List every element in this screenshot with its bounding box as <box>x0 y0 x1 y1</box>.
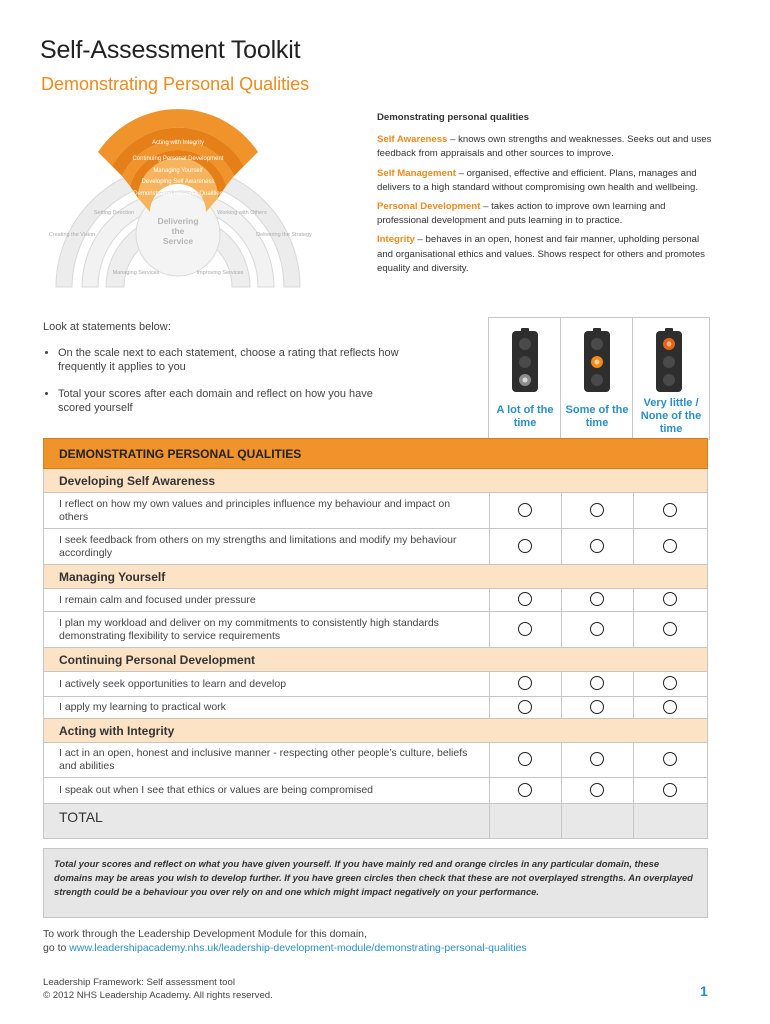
section-heading: Developing Self Awareness <box>43 469 708 493</box>
wheel-center-label: the <box>171 226 185 236</box>
wheel-segment-label: Demonstrating Personal Qualities <box>133 191 223 197</box>
footer-copyright: © 2012 NHS Leadership Academy. All rights reserved. <box>43 990 273 1001</box>
rating-circle-very-little[interactable] <box>663 539 677 553</box>
section-heading: Continuing Personal Development <box>43 648 708 672</box>
definition-term: Personal Development <box>377 201 481 213</box>
rating-circle-a-lot[interactable] <box>518 700 532 714</box>
definition-item <box>377 133 712 161</box>
rating-circle-very-little[interactable] <box>663 700 677 714</box>
footer <box>43 976 273 1002</box>
statement-row <box>43 743 708 778</box>
definition-text: – organised, effective and efficient. Plans, manages and delivers to a high standard without compromising own health and wellbeing. <box>377 167 699 193</box>
wheel-ring-label: Managing Services <box>112 270 160 276</box>
rating-circle-a-lot[interactable] <box>518 622 532 636</box>
rating-circle-a-lot[interactable] <box>518 676 532 690</box>
statement-row <box>43 612 708 648</box>
statement-text: I speak out when I see that ethics or values are being compromised <box>59 784 374 796</box>
rating-circle-some[interactable] <box>590 676 604 690</box>
scale-column-header <box>632 317 710 440</box>
section-heading: Managing Yourself <box>43 565 708 589</box>
rating-circle-very-little[interactable] <box>663 592 677 606</box>
rating-circle-a-lot[interactable] <box>518 539 532 553</box>
rating-circle-very-little[interactable] <box>663 676 677 690</box>
instruction-bullet: • On the scale next to each statement, choose a rating that reflects how frequently it applies to you <box>58 346 403 374</box>
definition-text: – knows own strengths and weaknesses. Seeks out and uses feedback from appraisals and other sources to improve. <box>377 134 712 160</box>
wheel-segment-label: Acting with Integrity <box>151 140 205 146</box>
rating-circle-a-lot[interactable] <box>518 592 532 606</box>
statement-text: I act in an open, honest and inclusive manner - respecting other people’s culture, beliefs and abilities <box>59 747 468 772</box>
statement-text: I reflect on how my own values and principles influence my behaviour and impact on others <box>59 497 451 523</box>
rating-circle-some[interactable] <box>590 752 604 766</box>
definition-item <box>377 167 712 195</box>
rating-circle-some[interactable] <box>590 622 604 636</box>
assessment-table <box>43 438 708 839</box>
page-title: Self-Assessment Toolkit <box>40 36 301 64</box>
leadership-framework-wheel <box>36 102 321 302</box>
traffic-light-icon <box>583 328 611 393</box>
definition-text: – behaves in an open, honest and fair manner, upholding personal and organisational ethics and values. Shows respect for others and promotes equality and diversity. <box>377 234 705 274</box>
rating-circle-some[interactable] <box>590 539 604 553</box>
statement-row <box>43 778 708 804</box>
traffic-light-icon <box>511 328 539 393</box>
total-label: TOTAL <box>59 809 103 825</box>
page-number: 1 <box>700 983 708 999</box>
statement-row <box>43 529 708 565</box>
wheel-segment-label: Managing Yourself <box>153 168 203 174</box>
statement-row <box>43 697 708 719</box>
scale-label: A lot of the time <box>496 404 554 429</box>
statement-text: I apply my learning to practical work <box>59 701 226 713</box>
rating-circle-very-little[interactable] <box>663 622 677 636</box>
scale-column-header <box>488 317 562 440</box>
wheel-ring-label: Improving Services <box>196 270 244 276</box>
statement-text: I plan my workload and deliver on my commitments to consistently high standards demonstrating flexibility to service requirements <box>59 616 439 642</box>
definition-item <box>377 233 712 276</box>
total-cell-very-little[interactable] <box>633 804 708 838</box>
statement-row <box>43 493 708 529</box>
instruction-bullet: • Total your scores after each domain and reflect on how you have scored yourself <box>58 387 403 415</box>
reflection-note: Total your scores and reflect on what you have given yourself. If you have mainly red and orange circles in any particular domain, these domains may be areas you wish to develop further. If you have green circles then check that these are not overplayed strengths. An overplayed strength could be a behaviour you over rely on and one which might impact negatively on your performance. <box>43 848 708 918</box>
rating-circle-a-lot[interactable] <box>518 503 532 517</box>
definition-item <box>377 200 712 228</box>
rating-circle-a-lot[interactable] <box>518 752 532 766</box>
traffic-light-icon <box>655 328 683 393</box>
rating-circle-very-little[interactable] <box>663 783 677 797</box>
wheel-ring-label: Working with Others <box>217 210 267 216</box>
statement-text: I seek feedback from others on my strengths and limitations and modify my behaviour accordingly <box>59 533 457 559</box>
rating-circle-some[interactable] <box>590 700 604 714</box>
definition-term: Self Management <box>377 167 456 179</box>
domain-band: DEMONSTRATING PERSONAL QUALITIES <box>43 438 708 469</box>
definition-term: Integrity <box>377 234 415 246</box>
rating-circle-some[interactable] <box>590 783 604 797</box>
page-subtitle: Demonstrating Personal Qualities <box>41 74 310 94</box>
wheel-ring-label: Setting Direction <box>93 210 135 216</box>
wheel-ring-label: Creating the Vision <box>48 232 96 238</box>
definition-text: – takes action to improve own learning and professional development and puts learning in to practice. <box>377 201 666 227</box>
total-cell-a-lot[interactable] <box>489 804 562 838</box>
statement-row <box>43 672 708 697</box>
rating-circle-some[interactable] <box>590 503 604 517</box>
statement-text: I actively seek opportunities to learn and develop <box>59 677 287 690</box>
wheel-center-label: Service <box>162 236 194 246</box>
scale-label: Some of the time <box>565 404 629 429</box>
instructions <box>43 318 403 428</box>
followup-link-line: go to www.leadershipacademy.nhs.uk/leadership-development-module/demonstrating-personal-qualities <box>43 942 527 954</box>
wheel-center-label: Delivering <box>157 216 199 226</box>
definition-term: Self Awareness <box>377 134 448 146</box>
definitions-heading: Demonstrating personal qualities <box>377 112 529 123</box>
wheel-ring-label: Delivering the Strategy <box>256 232 312 238</box>
instructions-intro: Look at statements below: <box>43 321 171 333</box>
scale-label: Very little / None of the time <box>640 397 702 435</box>
rating-circle-very-little[interactable] <box>663 752 677 766</box>
statement-row <box>43 589 708 612</box>
total-row <box>43 804 708 839</box>
total-cell-some[interactable] <box>561 804 634 838</box>
statement-text: I remain calm and focused under pressure <box>59 593 256 606</box>
footer-line: Leadership Framework: Self assessment tool <box>43 977 235 988</box>
followup-text <box>43 927 527 955</box>
section-heading: Acting with Integrity <box>43 719 708 743</box>
rating-circle-some[interactable] <box>590 592 604 606</box>
scale-column-header <box>560 317 634 440</box>
rating-circle-very-little[interactable] <box>663 503 677 517</box>
module-link[interactable]: www.leadershipacademy.nhs.uk/leadership-development-module/demonstrating-personal-qualities <box>69 942 527 954</box>
wheel-segment-label: Continuing Personal Development <box>132 156 224 162</box>
instructions-list <box>43 346 403 415</box>
definitions-panel <box>377 111 712 281</box>
rating-circle-a-lot[interactable] <box>518 783 532 797</box>
followup-line: To work through the Leadership Development Module for this domain, <box>43 928 367 940</box>
wheel-segment-label: Developing Self Awareness <box>141 179 215 185</box>
